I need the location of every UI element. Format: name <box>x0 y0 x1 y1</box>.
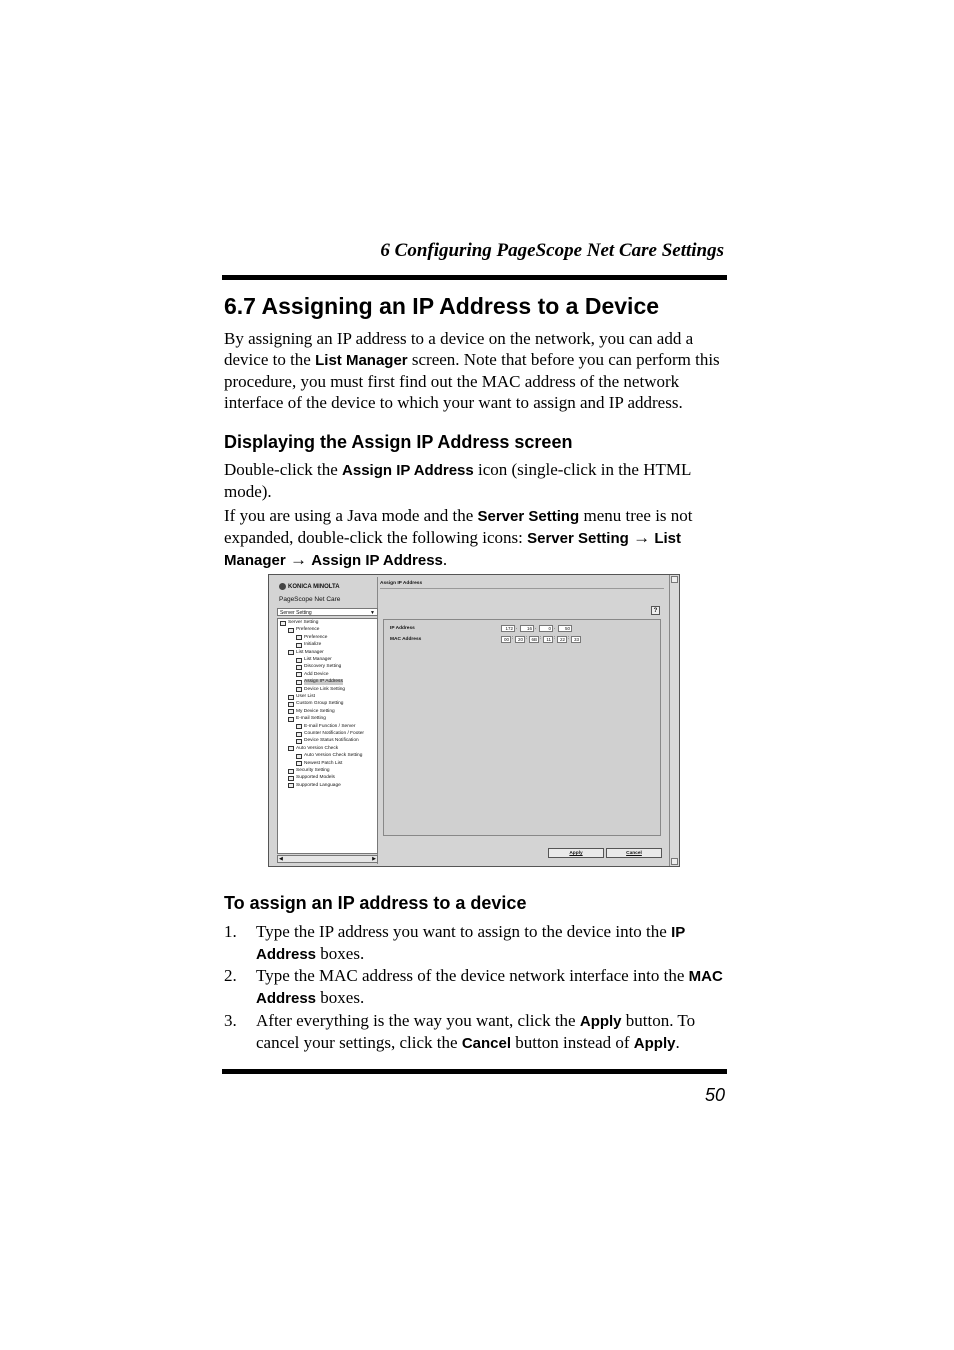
scroll-up-icon[interactable] <box>671 576 678 583</box>
tree-item-label: Security Setting <box>296 768 330 773</box>
step-text: After everything is the way you want, click the Apply button. To cancel your settings, click the Cancel button instead of Apply. <box>256 1011 696 1052</box>
tree-item-label: E-mail Function / Server <box>304 723 356 729</box>
tree-item[interactable] <box>296 738 359 744</box>
folder-icon <box>288 628 294 633</box>
tree-item[interactable] <box>296 635 327 641</box>
tree-item[interactable] <box>288 775 335 781</box>
tree-item[interactable] <box>296 761 342 767</box>
display-heading: Displaying the Assign IP Address screen <box>224 432 573 452</box>
tree-item-label: Add Device <box>304 671 329 677</box>
mac-address-label: MAC Address <box>390 637 422 642</box>
step-number: 2. <box>224 966 237 985</box>
panel-title: Assign IP Address <box>380 581 423 586</box>
mac-separator: : <box>568 635 570 641</box>
tree-item-label: Device Link Setting <box>304 686 346 692</box>
folder-icon <box>288 776 294 781</box>
tree-item-label: My Device Setting <box>296 708 335 714</box>
mac-field-4[interactable]: 11 <box>543 636 553 643</box>
tree-item-label: Supported Language <box>296 782 341 788</box>
logo: KONICA MINOLTA <box>279 583 340 590</box>
tree-item[interactable] <box>288 650 324 656</box>
ip-field-4[interactable]: 50 <box>558 625 572 632</box>
scroll-left-icon[interactable]: ◀ <box>279 856 283 862</box>
tree-item[interactable] <box>296 642 321 648</box>
menu-select[interactable]: Server Setting ▼ <box>277 608 378 616</box>
folder-icon <box>296 724 302 729</box>
footer-rule <box>222 1069 727 1074</box>
folder-icon <box>288 746 294 751</box>
ip-field-1[interactable]: 172 <box>501 625 515 632</box>
title-divider <box>380 588 664 589</box>
assign-heading: To assign an IP address to a device <box>224 893 527 913</box>
tree-item[interactable] <box>296 687 345 693</box>
header-rule <box>222 275 727 280</box>
folder-icon <box>296 658 302 663</box>
mac-field-6[interactable]: 33 <box>571 636 581 643</box>
ip-field-3[interactable]: 0 <box>539 625 553 632</box>
tree-item-label: Auto Version Check Setting <box>304 753 363 759</box>
tree-item-label: Preference <box>304 634 328 640</box>
folder-icon <box>296 732 302 737</box>
tree-item[interactable] <box>296 679 343 685</box>
tree-item-label: Custom Group Setting <box>296 701 344 707</box>
folder-icon <box>288 717 294 722</box>
folder-icon <box>288 769 294 774</box>
tree-item[interactable] <box>296 672 329 678</box>
tree-item-label: Initialize <box>304 642 322 648</box>
tree-item[interactable] <box>296 731 364 737</box>
display-paragraph-1: Double-click the Assign IP Address icon (single-click in the HTML mode). <box>224 460 691 501</box>
folder-icon <box>288 695 294 700</box>
konica-minolta-logo-icon <box>279 583 286 590</box>
mac-field-1[interactable]: 00 <box>501 636 511 643</box>
ip-field-2[interactable]: 16 <box>520 625 534 632</box>
step-number: 1. <box>224 922 237 941</box>
screenshot-figure <box>268 574 680 867</box>
tree-item[interactable] <box>288 709 335 715</box>
tree-item[interactable] <box>296 753 362 759</box>
folder-icon <box>288 702 294 707</box>
horizontal-scrollbar[interactable] <box>277 855 378 863</box>
chevron-down-icon[interactable]: ▼ <box>370 610 375 616</box>
vertical-scrollbar[interactable] <box>669 575 679 866</box>
cancel-button[interactable]: Cancel <box>606 848 662 858</box>
tree-item[interactable] <box>296 724 355 730</box>
folder-icon <box>296 672 302 677</box>
tree-item-label: List Manager <box>296 649 324 655</box>
content-pane <box>380 577 674 864</box>
tree-item[interactable] <box>288 627 319 633</box>
folder-icon <box>296 739 302 744</box>
section-title: 6.7 Assigning an IP Address to a Device <box>224 293 660 319</box>
mac-field-3[interactable]: 6B <box>529 636 539 643</box>
tree-item-label: Supported Models <box>296 775 335 781</box>
tree-item[interactable] <box>280 620 318 626</box>
tree-item[interactable] <box>288 716 326 722</box>
form-group <box>383 619 661 836</box>
navigation-pane <box>271 577 378 864</box>
folder-icon <box>296 761 302 766</box>
running-header: 6 Configuring PageScope Net Care Settings <box>380 240 724 261</box>
tree-item-label: Newest Patch List <box>304 760 343 766</box>
ip-address-label: IP Address <box>390 626 415 631</box>
folder-icon <box>296 635 302 640</box>
intro-paragraph: By assigning an IP address to a device on the network, you can add a device to the List Manager screen. Note that before you can perform this procedure, you must first find out the MAC address of the network interface of the device to which your want to assign and IP address. <box>224 329 720 412</box>
folder-icon <box>288 709 294 714</box>
folder-icon <box>296 643 302 648</box>
scroll-down-icon[interactable] <box>671 858 678 865</box>
folder-icon <box>288 650 294 655</box>
step-text: Type the MAC address of the device network interface into the MAC Address boxes. <box>256 966 723 1007</box>
tree-item[interactable] <box>288 746 338 752</box>
folder-icon <box>296 754 302 759</box>
mac-separator: : <box>512 635 514 641</box>
folder-icon <box>280 621 286 626</box>
step-3 <box>224 1010 724 1052</box>
step-2 <box>224 965 724 1007</box>
step-number: 3. <box>224 1011 237 1030</box>
tree-item-label: Preference <box>296 627 320 633</box>
ip-separator: . <box>535 625 537 631</box>
tree-item-label: Server Setting <box>288 620 319 625</box>
tree-item[interactable] <box>296 657 332 663</box>
tree-item-label: Assign IP Address <box>304 679 343 685</box>
step-text: Type the IP address you want to assign to the device into the IP Address boxes. <box>256 922 685 963</box>
help-button[interactable]: ? <box>651 606 660 615</box>
tree-item[interactable] <box>288 701 343 707</box>
tree-item-label: Discovery Setting <box>304 664 342 670</box>
apply-button[interactable]: Apply <box>548 848 604 858</box>
tree-item-label: User List <box>296 694 315 699</box>
folder-icon <box>296 680 302 685</box>
mac-field-5[interactable]: 22 <box>557 636 567 643</box>
tree-item-label: Counter Notification / Footer <box>304 731 364 736</box>
menu-tree[interactable] <box>277 618 378 854</box>
tree-item-label: E-mail Setting <box>296 716 326 722</box>
page-number: 50 <box>704 1085 725 1105</box>
ip-separator: . <box>516 625 518 631</box>
folder-icon <box>296 665 302 670</box>
tree-item[interactable] <box>288 768 330 774</box>
tree-item-label: List Manager <box>304 657 332 662</box>
mac-separator: : <box>540 635 542 641</box>
mac-separator: : <box>526 635 528 641</box>
tree-item[interactable] <box>288 783 341 789</box>
scroll-right-icon[interactable]: ▶ <box>372 856 376 862</box>
tree-item-label: Auto Version Check <box>296 745 339 751</box>
mac-separator: : <box>554 635 556 641</box>
tree-item[interactable] <box>288 694 315 700</box>
mac-field-2[interactable]: 20 <box>515 636 525 643</box>
product-name: PageScope Net Care <box>279 596 341 603</box>
ip-separator: . <box>554 625 556 631</box>
step-1 <box>224 921 724 963</box>
folder-icon <box>288 783 294 788</box>
tree-item-label: Device Status Notification <box>304 738 359 744</box>
folder-icon <box>296 687 302 692</box>
display-paragraph-2: If you are using a Java mode and the Server Setting menu tree is not expanded, double-click the following icons: Server Setting → List Manager → Assign IP Address. <box>224 506 693 569</box>
tree-item[interactable] <box>296 664 341 670</box>
